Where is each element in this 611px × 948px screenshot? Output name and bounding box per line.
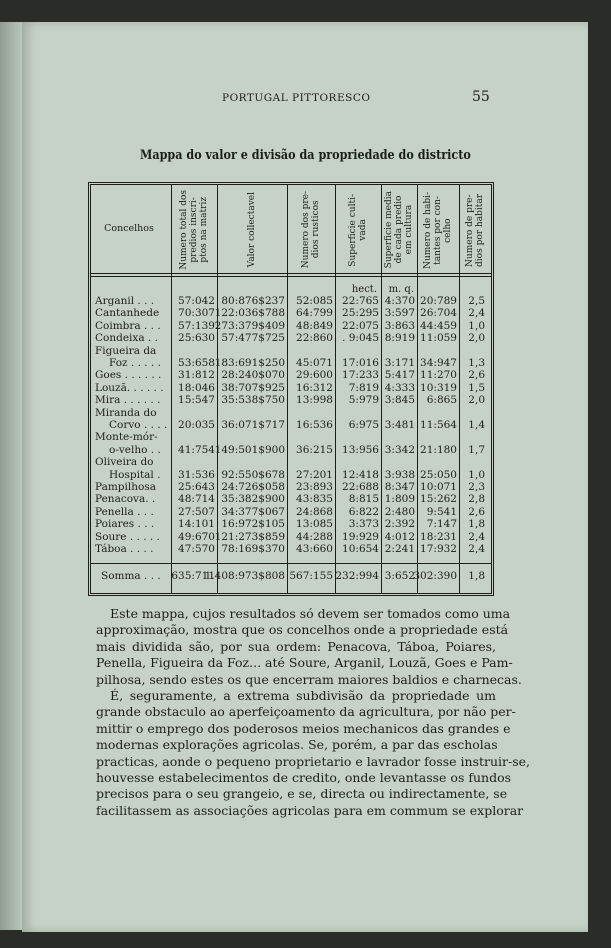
header-concelhos: Concelhos	[104, 223, 154, 234]
table-cell-c6: 15:262	[420, 493, 457, 506]
table-cell-c3: 22:860	[296, 332, 333, 345]
table-cell-c2: 78:169$370	[221, 543, 285, 555]
concelho-name-line: Cantanhede	[95, 307, 160, 320]
header-rule	[91, 276, 491, 277]
running-head: PORTUGAL PITTORESCO	[222, 92, 371, 104]
table-cell-c3: 52:085	[296, 295, 333, 307]
table-row	[91, 307, 491, 319]
table-cell-c6: 17:932	[420, 543, 457, 555]
table-cell-c5: 8:919	[384, 332, 415, 345]
table-cell-c6: 20:789	[420, 295, 457, 307]
table-cell-c1: 47:570	[178, 543, 215, 555]
table-title: Mappa do valor e divisão da propriedade do districto	[140, 148, 471, 163]
table-row	[91, 382, 491, 394]
table-cell-c7: 2,8	[468, 493, 485, 506]
concelho-name	[95, 407, 169, 432]
table-row	[91, 506, 491, 518]
table-cell-c1: 57:139	[178, 319, 215, 332]
page-number: 55	[472, 89, 490, 105]
concelho-name	[95, 394, 169, 406]
concelho-name-line: Penacova. .	[95, 493, 156, 506]
table-cell-c6: 10:319	[420, 381, 457, 394]
table-cell-c7: 2,5	[468, 295, 485, 307]
table-cell-c2: 38:707$925	[221, 381, 285, 394]
concelho-name	[95, 332, 169, 344]
concelho-name	[95, 307, 169, 319]
table-row	[91, 481, 491, 493]
table-cell-c7: 2,6	[468, 369, 485, 382]
table-cell-c4: 22:075	[342, 319, 379, 332]
header-superficie-media: Superficie media de cada predio em cultura	[384, 191, 414, 269]
table-cell-c4: 10:654	[342, 543, 379, 555]
header-predios-rusticos: Numero dos pre- dios rusticos	[301, 191, 321, 269]
table-cell-c7: 1,8	[468, 518, 485, 531]
concelho-name-line: Figueira da	[95, 344, 157, 357]
body-line: modernas explorações agricolas. Se, porém, a par das escholas	[96, 737, 498, 753]
table-cell-c7: 2,4	[468, 530, 485, 543]
concelho-name-line: Coimbra . . .	[95, 319, 161, 332]
concelho-name	[95, 531, 169, 543]
table-cell-c7: 2,6	[468, 505, 485, 518]
table-cell-c5: 3:171	[384, 356, 415, 369]
table-cell-c3: 48:849	[296, 319, 333, 332]
table-cell-c1: 25:630	[178, 332, 215, 345]
table-row	[91, 518, 491, 530]
table-cell-c1: 14:101	[178, 518, 215, 531]
table-cell-c2: 28:240$070	[221, 369, 285, 382]
header-rule	[91, 273, 491, 274]
table-cell-c4: 22:688	[342, 481, 379, 493]
concelho-name-line: Miranda do	[95, 406, 157, 419]
table-cell-c2: 34:377$067	[221, 505, 285, 518]
book-page	[22, 22, 588, 932]
concelho-name	[95, 320, 169, 332]
table-cell-c3: 29:600	[296, 369, 333, 382]
table-cell-c4: 3:373	[348, 518, 379, 531]
table-cell-c6: 21:180	[420, 443, 457, 456]
body-line: approximação, mostra que os concelhos onde a propriedade está	[96, 622, 509, 638]
table-cell-c4: 8:815	[348, 493, 379, 506]
table-cell-c2: 92:550$678	[221, 468, 285, 481]
total-cell-c4: 232:994	[335, 570, 379, 582]
table-cell-c1: 49:670	[178, 530, 215, 543]
table-cell-c1: 20:035	[178, 418, 215, 431]
concelho-name-line: Penella . . .	[95, 505, 154, 518]
table-cell-c4: 17:016	[342, 356, 379, 369]
unit-square-metres: m. q.	[388, 284, 414, 295]
body-line: facilitassem as associações agricolas para em commum se explorar	[96, 802, 524, 818]
property-table	[90, 184, 492, 594]
table-cell-c5: 3:938	[384, 468, 415, 481]
table-row	[91, 431, 491, 456]
table-cell-c7: 1,0	[468, 319, 485, 332]
concelho-name	[95, 493, 169, 505]
table-cell-c5: 5:417	[384, 369, 415, 382]
total-label: Somma . . .	[101, 570, 161, 582]
table-cell-c3: 23:893	[296, 481, 333, 493]
concelho-name	[95, 369, 169, 381]
table-cell-c3: 44:288	[296, 530, 333, 543]
header-valor-collectavel: Valor collectavel	[247, 192, 257, 268]
total-cell-c2: 1.408:973$808	[204, 570, 285, 582]
table-cell-c6: 9:541	[426, 505, 457, 518]
table-cell-c7: 1,3	[468, 356, 485, 369]
concelho-name	[95, 382, 169, 394]
table-cell-c3: 13:085	[296, 518, 333, 531]
total-rule	[91, 563, 491, 564]
table-cell-c5: 1:809	[384, 493, 415, 506]
table-cell-c2: 80:876$237	[221, 295, 285, 307]
total-cell-c1: 635:711	[171, 570, 215, 582]
table-row	[91, 320, 491, 332]
total-cell-c6: 302:390	[413, 570, 457, 582]
total-cell-c5: 3:652	[384, 570, 415, 582]
table-cell-c4: 25:295	[342, 307, 379, 320]
table-cell-c5: 2:392	[384, 518, 415, 531]
concelho-name-line: Soure . . . . .	[95, 530, 160, 543]
body-line: mittir o emprego dos poderosos meios mechanicos das grandes e	[96, 720, 511, 736]
table-cell-c7: 2,0	[468, 332, 485, 345]
table-cell-c3: 45:071	[296, 356, 333, 369]
header-predios-por-habitar: Numero de pre- dios por habitar	[465, 193, 485, 267]
table-cell-c5: 2:480	[384, 505, 415, 518]
table-cell-c6: 11:270	[420, 369, 457, 382]
table-row	[91, 295, 491, 307]
table-cell-c7: 1,4	[468, 418, 485, 431]
concelho-name-line: Oliveira do	[95, 456, 154, 469]
concelho-name	[95, 431, 169, 456]
table-cell-c7: 1,0	[468, 468, 485, 481]
table-row	[91, 456, 491, 481]
concelho-name-line: Hospital .	[109, 468, 161, 481]
table-cell-c6: 10:071	[420, 481, 457, 493]
table-cell-c3: 27:201	[296, 468, 333, 481]
body-line: houvesse estabelecimentos de credito, onde levantasse os fundos	[96, 770, 512, 786]
table-cell-c4: 6:822	[348, 505, 379, 518]
table-row	[91, 345, 491, 370]
body-line: grande obstaculo ao aperfeiçoamento da agricultura, por não per-	[96, 704, 516, 720]
table-cell-c1: 15:547	[178, 394, 215, 407]
body-line: mais dividida são, por sua ordem: Penacova, Táboa, Poiares,	[96, 638, 496, 654]
table-cell-c6: 26:704	[420, 307, 457, 320]
table-cell-c7: 2,4	[468, 307, 485, 320]
table-cell-c7: 1,7	[468, 443, 485, 456]
concelho-name	[95, 518, 169, 530]
table-cell-c4: . 9:045	[342, 332, 379, 345]
table-row	[91, 493, 491, 505]
concelho-name-line: Pampilhosa	[95, 481, 156, 493]
concelho-name	[95, 506, 169, 518]
table-cell-c6: 44:459	[420, 319, 457, 332]
table-cell-c2: 24:726$058	[221, 481, 285, 493]
table-cell-c6: 11:059	[420, 332, 457, 345]
table-cell-c3: 24:868	[296, 505, 333, 518]
table-row	[91, 543, 491, 555]
table-cell-c1: 53:658	[178, 356, 215, 369]
table-cell-c4: 6:975	[348, 418, 379, 431]
concelho-name-line: Monte-mór-	[95, 431, 158, 444]
total-cell-c7: 1,8	[468, 570, 485, 582]
table-cell-c1: 48:714	[178, 493, 215, 506]
concelho-name	[95, 345, 169, 370]
body-line: Este mappa, cujos resultados só devem ser tomados como uma	[110, 606, 511, 621]
table-cell-c1: 57:042	[178, 295, 215, 307]
table-cell-c2: 149:501$900	[214, 443, 285, 456]
concelho-name-line: Corvo . . . .	[109, 419, 168, 431]
header-superficie-cultivada: Superficie culti- vada	[348, 193, 368, 267]
concelho-name	[95, 456, 169, 481]
concelho-name	[95, 481, 169, 493]
table-cell-c2: 273:379$409	[214, 319, 285, 332]
table-cell-c2: 183:691$250	[214, 356, 285, 369]
concelho-name-line: Foz . . . . .	[109, 357, 161, 369]
table-cell-c4: 7:819	[348, 381, 379, 394]
table-cell-c3: 43:660	[296, 543, 333, 555]
table-cell-c5: 4:370	[384, 295, 415, 307]
body-line: É, seguramente, a extrema subdivisão da propriedade um	[110, 688, 496, 704]
table-cell-c2: 121:273$859	[214, 530, 285, 543]
header-habitantes: Numero de habi- tantes por con- celho	[423, 191, 453, 269]
concelho-name-line: Mira . . . . . .	[95, 394, 161, 407]
table-cell-c6: 6:865	[426, 394, 457, 407]
table-cell-c5: 3:863	[384, 319, 415, 332]
table-cell-c2: 57:477$725	[221, 332, 285, 345]
table-cell-c4: 13:956	[342, 443, 379, 456]
table-row	[91, 332, 491, 344]
table-cell-c7: 2,0	[468, 394, 485, 407]
table-cell-c2: 16:972$105	[221, 518, 285, 531]
concelho-name-line: Arganil . . .	[95, 295, 155, 307]
table-cell-c5: 8:347	[384, 481, 415, 493]
table-cell-c1: 70:307	[178, 307, 215, 320]
table-cell-c5: 2:241	[384, 543, 415, 555]
table-cell-c4: 5:979	[348, 394, 379, 407]
table-cell-c1: 41:754	[178, 443, 215, 456]
table-cell-c1: 25:643	[178, 481, 215, 493]
table-cell-c2: 36:071$717	[221, 418, 285, 431]
table-cell-c6: 18:231	[420, 530, 457, 543]
concelho-name	[95, 543, 169, 555]
table-cell-c7: 1,5	[468, 381, 485, 394]
table-cell-c5: 3:481	[384, 418, 415, 431]
table-cell-c4: 17:233	[342, 369, 379, 382]
table-cell-c3: 16:536	[296, 418, 333, 431]
body-text	[96, 606, 531, 819]
table-cell-c6: 7:147	[426, 518, 457, 531]
table-cell-c1: 31:536	[178, 468, 215, 481]
table-cell-c2: 35:538$750	[221, 394, 285, 407]
table-cell-c3: 36:215	[296, 443, 333, 456]
concelho-name-line: Táboa . . . .	[95, 543, 154, 555]
table-cell-c3: 16:312	[296, 381, 333, 394]
body-line: Penella, Figueira da Foz... até Soure, Arganil, Louzã, Goes e Pam-	[96, 655, 513, 671]
table-row	[91, 407, 491, 432]
concelho-name-line: Poiares . . .	[95, 518, 155, 531]
table-cell-c5: 3:597	[384, 307, 415, 320]
table-cell-c4: 19:929	[342, 530, 379, 543]
table-cell-c4: 22:765	[342, 295, 379, 307]
body-line: practicas, aonde o pequeno proprietario e lavrador fosse instruir-se,	[96, 753, 531, 769]
table-cell-c6: 11:564	[420, 418, 457, 431]
table-cell-c5: 4:012	[384, 530, 415, 543]
body-line: pilhosa, sendo estes os que encerram maiores baldios e charnecas.	[96, 671, 522, 687]
table-cell-c1: 18:046	[178, 381, 215, 394]
unit-hectares: hect.	[351, 284, 377, 295]
concelho-name-line: Goes . . . . . .	[95, 369, 162, 382]
table-cell-c6: 25:050	[420, 468, 457, 481]
total-cell-c3: 567:155	[289, 570, 333, 582]
table-cell-c6: 34:947	[420, 356, 457, 369]
table-cell-c2: 35:382$900	[221, 493, 285, 506]
table-cell-c5: 3:845	[384, 394, 415, 407]
concelho-name	[95, 295, 169, 307]
table-cell-c5: 3:342	[384, 443, 415, 456]
concelho-name-line: Louzã. . . . . .	[95, 381, 164, 394]
table-cell-c7: 2,3	[468, 481, 485, 493]
table-cell-c3: 13:998	[296, 394, 333, 407]
body-line: precisos para o seu grangeio, e se, directa ou indirectamente, se	[96, 786, 508, 802]
header-total-predios: Numero total dos predios inscri- ptos na matriz	[179, 190, 209, 270]
table-cell-c3: 43:835	[296, 493, 333, 506]
table-cell-c3: 64:799	[296, 307, 333, 320]
table-row	[91, 394, 491, 406]
table-cell-c1: 27:507	[178, 505, 215, 518]
table-cell-c5: 4:333	[384, 381, 415, 394]
table-row	[91, 531, 491, 543]
concelho-name-line: Condeixa . .	[95, 332, 158, 345]
book-spine	[0, 22, 23, 930]
table-cell-c1: 31:812	[178, 369, 215, 382]
table-cell-c2: 122:036$788	[214, 307, 285, 320]
table-cell-c7: 2,4	[468, 543, 485, 555]
table-row	[91, 369, 491, 381]
concelho-name-line: o-velho . .	[109, 443, 161, 456]
table-cell-c4: 12:418	[342, 468, 379, 481]
